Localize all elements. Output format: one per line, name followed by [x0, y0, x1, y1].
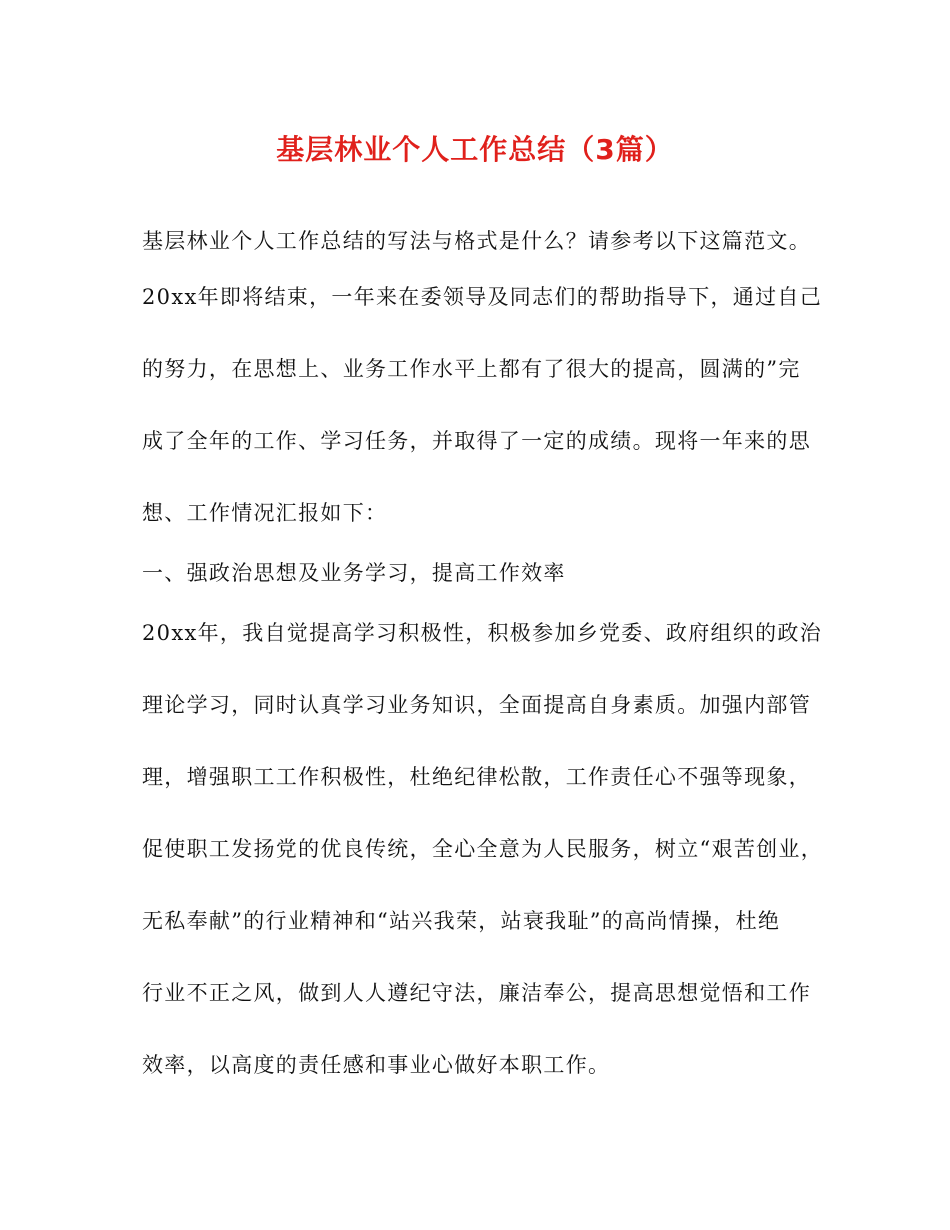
document-title: 基层林业个人工作总结（3篇） [276, 133, 674, 166]
paragraph-line: 促使职工发扬党的优良传统，全心全意为人民服务，树立“艰苦创业， [142, 837, 824, 861]
paragraph-line: 无私奉献”的行业精神和“站兴我荣，站衰我耻”的高尚情操，杜绝 [142, 909, 781, 933]
paragraph-line: 想、工作情况汇报如下： [142, 501, 388, 525]
paragraph-line: 的努力，在思想上、业务工作水平上都有了很大的提高，圆满的”完 [142, 357, 801, 381]
paragraph-line: 理，增强职工工作积极性，杜绝纪律松散，工作责任心不强等现象， [142, 765, 811, 789]
intro-line: 基层林业个人工作总结的写法与格式是什么？请参考以下这篇范文。 [142, 229, 811, 253]
paragraph-line: 理论学习，同时认真学习业务知识，全面提高自身素质。加强内部管 [142, 693, 811, 717]
paragraph-line: 20xx年即将结束，一年来在委领导及同志们的帮助指导下，通过自己 [142, 285, 823, 309]
paragraph-line: 20xx年，我自觉提高学习积极性，积极参加乡党委、政府组织的政治 [142, 621, 823, 645]
paragraph-line: 行业不正之风，做到人人遵纪守法，廉洁奉公，提高思想觉悟和工作 [142, 981, 811, 1005]
section-heading: 一、强政治思想及业务学习，提高工作效率 [142, 561, 566, 585]
paragraph-line: 成了全年的工作、学习任务，并取得了一定的成绩。现将一年来的思 [142, 429, 811, 453]
paragraph-line: 效率，以高度的责任感和事业心做好本职工作。 [142, 1053, 611, 1077]
